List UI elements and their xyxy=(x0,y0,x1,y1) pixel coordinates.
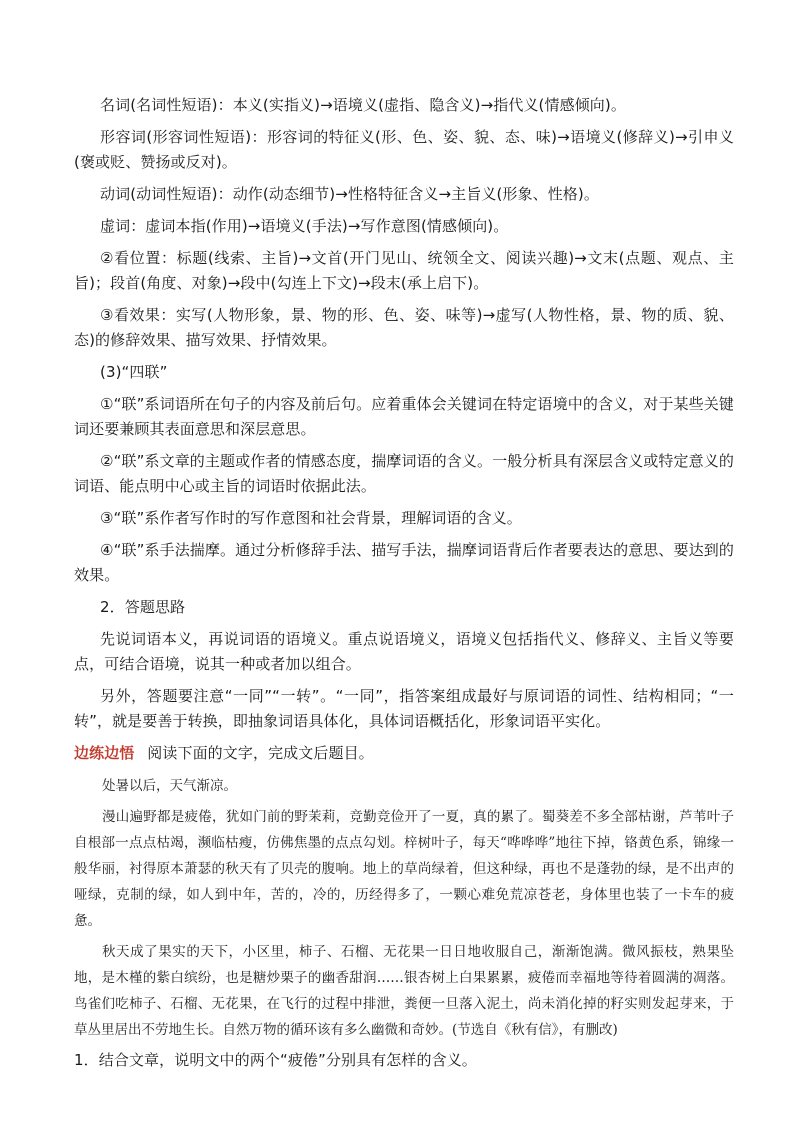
practice-heading xyxy=(74,741,734,766)
heading-four-links: (3)“四联” xyxy=(100,363,168,381)
paragraph-approach-1: 先说词语本义，再说词语的语境义。重点说语境义，语境义包括指代义、修辞义、主旨义等要点，可结合语境，说其一种或者加以组合。 xyxy=(74,630,734,673)
paragraph-adjective: 形容词(形容词性短语)：形容词的特征义(形、色、姿、貌、态、味)→语境义(修辞义)→引申义(褒或贬、赞扬或反对)。 xyxy=(74,128,734,171)
paragraph-link-2: ②“联”系文章的主题或作者的情感态度，揣摩词语的含义。一般分析具有深层含义或特定意义的词语、能点明中心或主旨的词语时依据此法。 xyxy=(74,452,734,495)
paragraph-effect: ③看效果：实写(人物形象，景、物的形、色、姿、味等)→虚写(人物性格，景、物的质、貌、态)的修辞效果、描写效果、抒情效果。 xyxy=(74,306,734,349)
heading-answer-approach: 2．答题思路 xyxy=(100,598,186,616)
passage-paragraph-1: 漫山遍野都是疲倦，犹如门前的野茉莉，竞勤竞俭开了一夏，真的累了。蜀葵差不多全部枯谢，芦苇叶子自根部一点点枯竭，濒临枯瘦，仿佛焦墨的点点勾划。梓树叶子，每天“哗哗哗”地往下掉，铬黄色系，锦缘一般华丽，衬得原本萧瑟的秋天有了贝壳的腹响。地上的草尚绿着，但这种绿，再也不是蓬勃的绿，是不出声的哑绿，克制的绿，如人到中年，苦的，冷的，历经得多了，一颗心难免荒凉苍老，身体里也装了一卡车的疲惫。 xyxy=(74,809,734,929)
paragraph-approach-2: 另外，答题要注意“一同”“一转”。“一同”，指答案组成最好与原词语的词性、结构相同；“一转”，就是要善于转换，即抽象词语具体化，具体词语概括化，形象词语平实化。 xyxy=(74,687,734,730)
paragraph-verb: 动词(动词性短语)：动作(动态细节)→性格特征含义→主旨义(形象、性格)。 xyxy=(100,185,599,203)
question-1: 1．结合文章，说明文中的两个“疲倦”分别具有怎样的含义。 xyxy=(74,1051,477,1069)
practice-tag: 边练边悟 xyxy=(74,744,135,762)
practice-instruction: 阅读下面的文字，完成文后题目。 xyxy=(147,744,374,762)
paragraph-link-4: ④“联”系手法揣摩。通过分析修辞手法、描写手法，揣摩词语背后作者要表达的意思、要达到的效果。 xyxy=(74,541,734,584)
paragraph-noun: 名词(名词性短语)：本义(实指义)→语境义(虚指、隐含义)→指代义(情感倾向)。 xyxy=(100,96,626,114)
passage-paragraph-2: 秋天成了果实的天下，小区里，柿子、石榴、无花果一日日地收服自己，渐渐饱满。微风振枝，熟果坠地，是木槿的紫白缤纷，也是糖炒栗子的幽香甜润……银杏树上白果累累，疲倦而幸福地等待着圆满的凋落。鸟雀们吃柿子、石榴、无花果，在飞行的过程中排泄，粪便一旦落入泥土，尚未消化掉的籽实则发起芽来，于草丛里居出不劳地生长。自然万物的循环该有多么幽微和奇妙。(节选自《秋有信》，有删改) xyxy=(74,944,734,1038)
passage-line-1: 处暑以后，天气渐凉。 xyxy=(102,778,237,794)
paragraph-function-word: 虚词：虚词本指(作用)→语境义(手法)→写作意图(情感倾向)。 xyxy=(100,217,509,235)
paragraph-link-1: ①“联”系词语所在句子的内容及前后句。应着重体会关键词在特定语境中的含义，对于某些关键词还要兼顾其表面意思和深层意思。 xyxy=(74,395,734,438)
paragraph-link-3: ③“联”系作者写作时的写作意图和社会背景，理解词语的含义。 xyxy=(100,509,522,527)
paragraph-position: ②看位置：标题(线索、主旨)→文首(开门见山、统领全文、阅读兴趣)→文末(点题、观点、主旨)；段首(角度、对象)→段中(勾连上下文)→段末(承上启下)。 xyxy=(74,249,734,292)
